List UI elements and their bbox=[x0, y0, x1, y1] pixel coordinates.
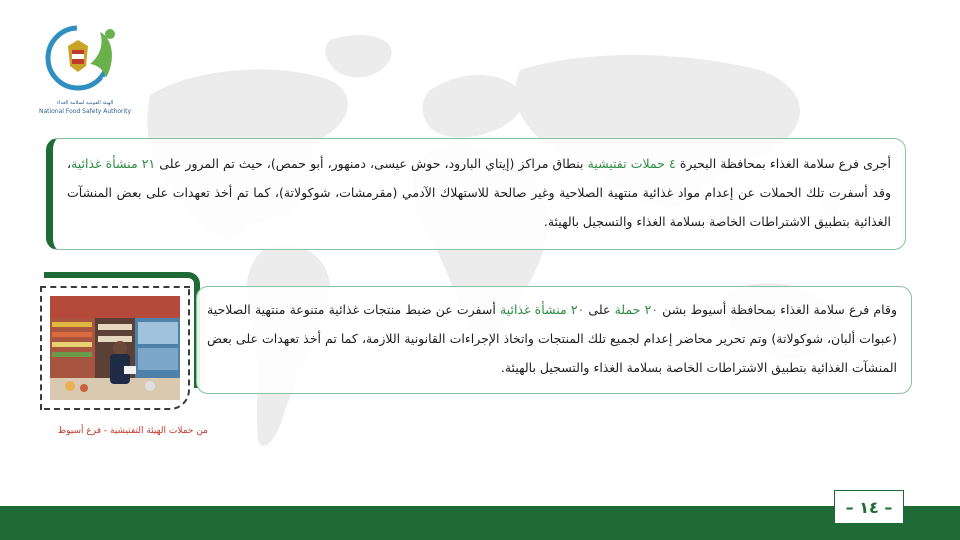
photo-caption: من حملات الهيئة التفتيشية - فرع أسيوط bbox=[57, 426, 208, 436]
assiut-facility-count: ٢٠ منشأة غذائية bbox=[500, 302, 585, 317]
assiut-text-part1: وقام فرع سلامة الغذاء بمحافظة أسيوط بشن bbox=[658, 302, 897, 317]
logo-name-arabic: الهيئة القومية لسلامة الغذاء bbox=[56, 100, 114, 106]
behera-campaign-count: ٤ حملات تفتيشية bbox=[587, 156, 676, 171]
assiut-text-part2: على bbox=[584, 302, 615, 317]
behera-text-part1: أجرى فرع سلامة الغذاء بمحافظة البحيرة bbox=[675, 156, 891, 171]
photo-frame bbox=[40, 286, 190, 410]
behera-campaign-box bbox=[46, 138, 906, 250]
nfsa-badge-text: NFSA bbox=[102, 76, 121, 84]
behera-text-part3: ، وقد أسفرت تلك الحملات عن إعدام مواد غذائية منتهية الصلاحية وغير صالحة للاستهلاك الآدمي (مقرمشات، شوكولاتة)، كما تم أخذ تعهدات على بعض المنشآت الغذائية بتطبيق الاشتراطات الخاصة بسلامة الغذاء والتسجيل بالهيئة. bbox=[67, 156, 891, 229]
footer-bar bbox=[0, 506, 960, 540]
behera-text-part2: بنطاق مراكز (إيتاي البارود، حوش عيسى، دمنهور، أبو حمص)، حيث تم المرور على bbox=[155, 156, 588, 171]
nfsa-emblem-icon bbox=[38, 20, 128, 100]
inspection-photo bbox=[50, 296, 180, 400]
assiut-campaign-text bbox=[207, 295, 897, 382]
assiut-campaign-box bbox=[196, 286, 912, 394]
assiut-text-part3: أسفرت عن ضبط منتجات غذائية متنوعة منتهية الصلاحية (عبوات ألبان، شوكولاتة) وتم تحرير محاضر إعدام لجميع تلك المنتجات واتخاذ الإجراءات القانونية اللازمة، كما تم أخذ تعهدات على بعض المنشآت الغذائية بتطبيق الاشتراطات الخاصة بسلامة الغذاء والتسجيل بالهيئة. bbox=[207, 302, 897, 375]
assiut-campaign-count: ٢٠ حملة bbox=[614, 302, 659, 317]
nfsa-logo bbox=[30, 20, 140, 120]
logo-name-english: National Food Safety Authority bbox=[38, 108, 132, 115]
behera-facility-count: ٢١ منشأة غذائية bbox=[71, 156, 156, 171]
behera-campaign-text bbox=[67, 149, 891, 236]
page-number: – ١٤ – bbox=[834, 490, 904, 524]
